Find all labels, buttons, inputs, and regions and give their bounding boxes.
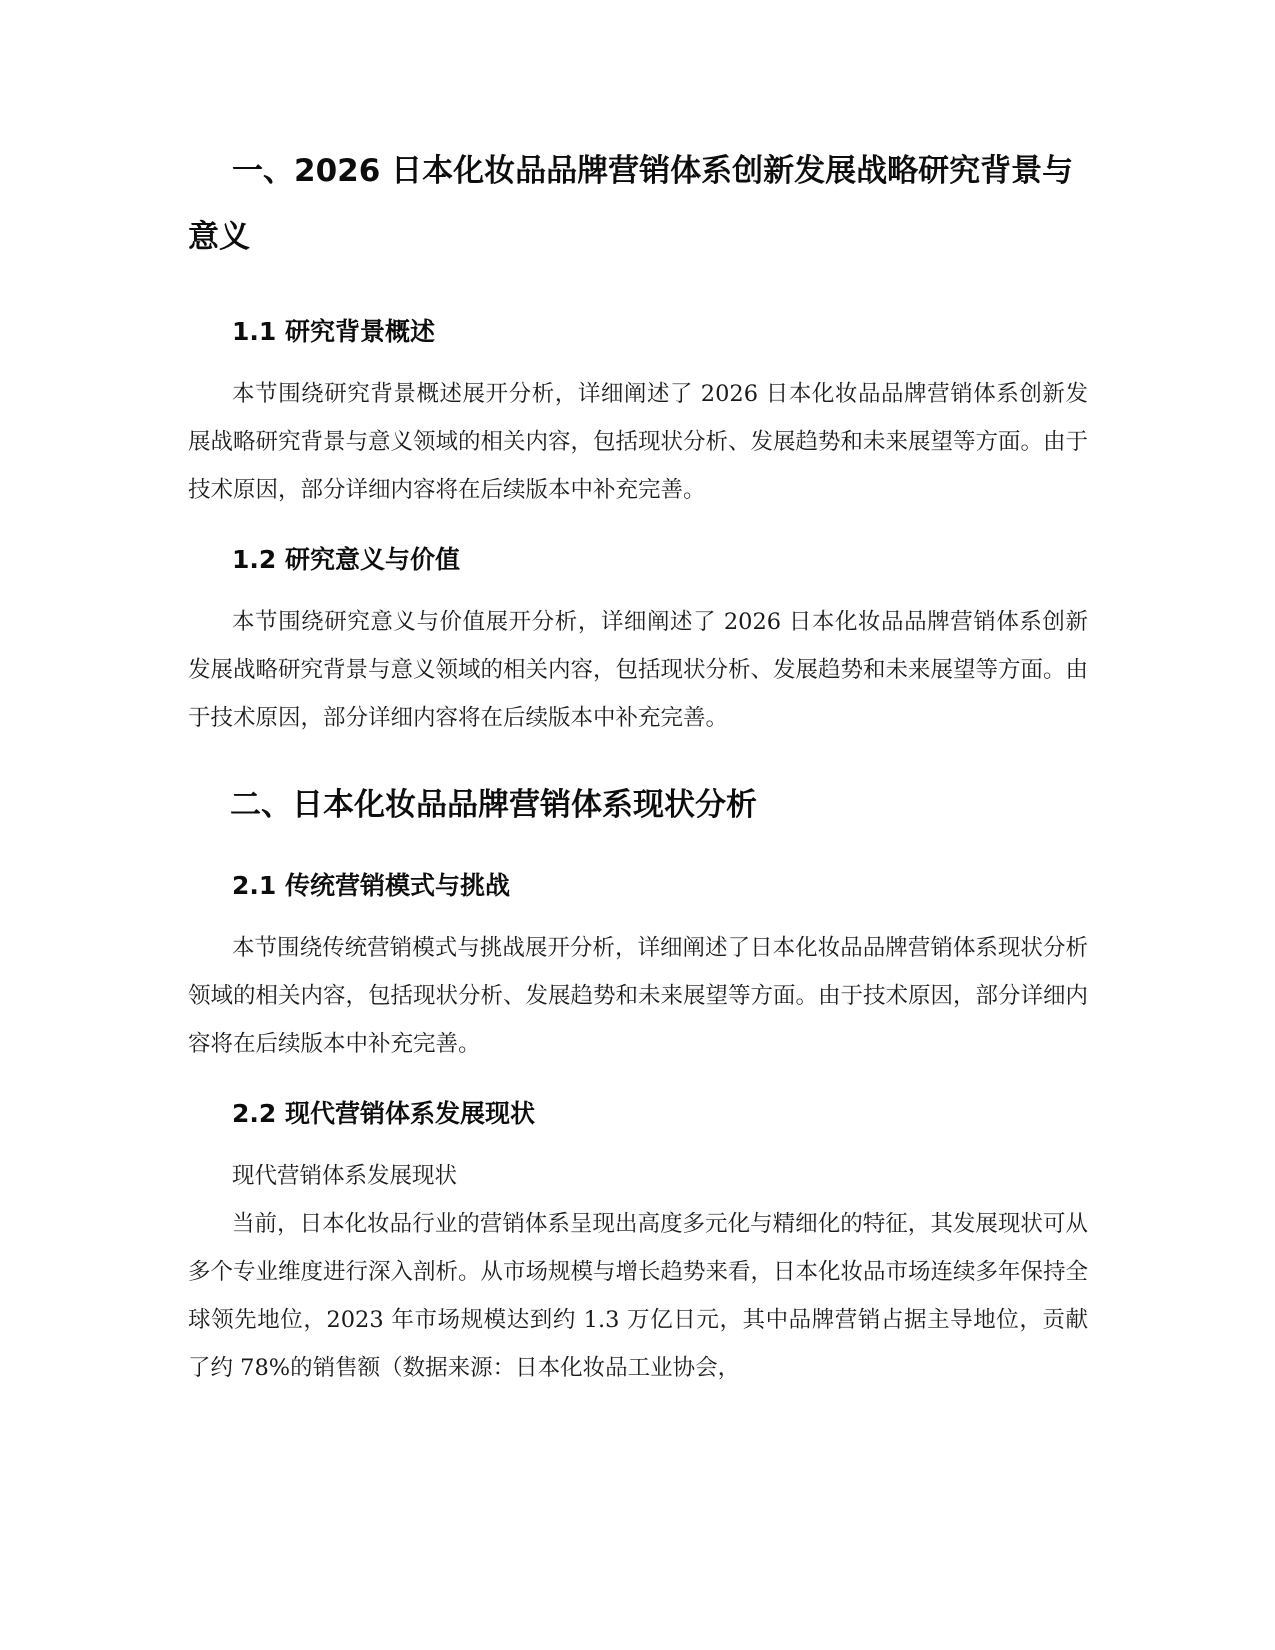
subsection-2-2-heading: 2.2 现代营销体系发展现状 xyxy=(232,1099,535,1128)
subsection-1-1-body: 本节围绕研究背景概述展开分析，详细阐述了 2026 日本化妆品品牌营销体系创新发展战略研究背景与意义领域的相关内容，包括现状分析、发展趋势和未来展望等方面。由于技术原因，部分详细内容将在后续版本中补充完善。 xyxy=(188,381,1089,503)
subsection-2-2-lead: 现代营销体系发展现状 xyxy=(232,1163,458,1189)
section-1-heading: 一、2026 日本化妆品品牌营销体系创新发展战略研究背景与意义 xyxy=(188,153,1074,255)
subsection-2-2-body: 当前，日本化妆品行业的营销体系呈现出高度多元化与精细化的特征，其发展现状可从多个专业维度进行深入剖析。从市场规模与增长趋势来看，日本化妆品市场连续多年保持全球领先地位，2023 年市场规模达到约 1.3 万亿日元，其中品牌营销占据主导地位，贡献了约 78%的销售额（数据来源：日本化妆品工业协会， xyxy=(188,1211,1089,1381)
subsection-1-2-body: 本节围绕研究意义与价值展开分析，详细阐述了 2026 日本化妆品品牌营销体系创新发展战略研究背景与意义领域的相关内容，包括现状分析、发展趋势和未来展望等方面。由于技术原因，部分详细内容将在后续版本中补充完善。 xyxy=(188,609,1089,731)
subsection-2-1-heading: 2.1 传统营销模式与挑战 xyxy=(232,871,510,900)
subsection-1-1-heading: 1.1 研究背景概述 xyxy=(232,317,435,346)
subsection-1-2-heading: 1.2 研究意义与价值 xyxy=(232,545,460,574)
subsection-2-1-body: 本节围绕传统营销模式与挑战展开分析，详细阐述了日本化妆品品牌营销体系现状分析领域的相关内容，包括现状分析、发展趋势和未来展望等方面。由于技术原因，部分详细内容将在后续版本中补充完善。 xyxy=(188,935,1089,1057)
document-content xyxy=(188,138,1088,1392)
section-2-heading: 二、日本化妆品品牌营销体系现状分析 xyxy=(230,787,757,823)
